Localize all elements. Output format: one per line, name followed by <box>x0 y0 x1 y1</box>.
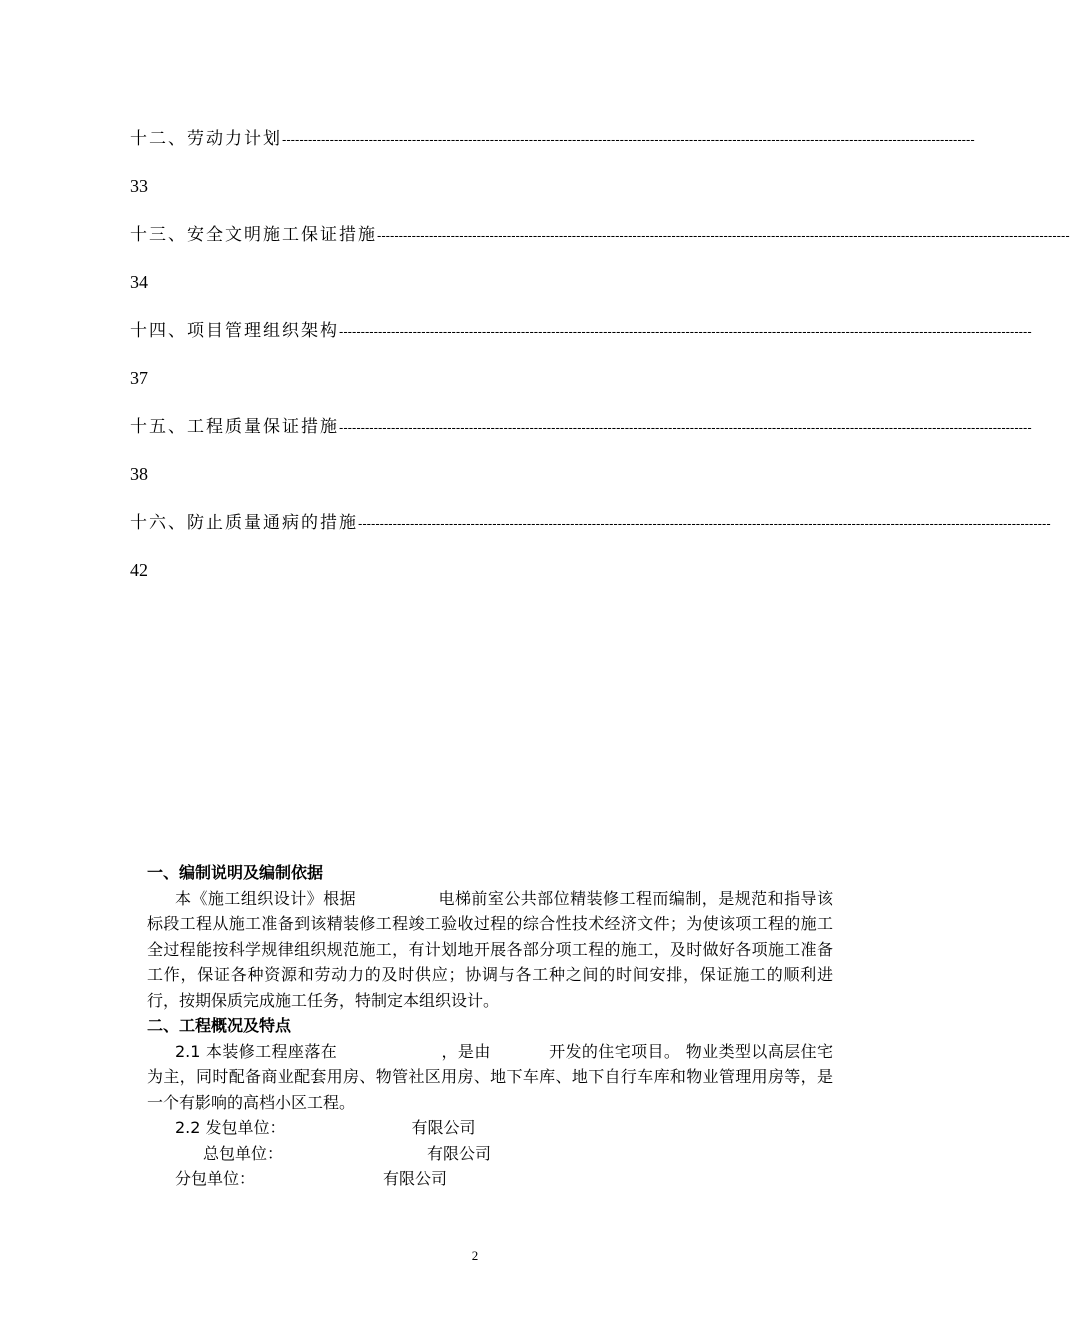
subcontractor-value: 有限公司 <box>383 1169 448 1188</box>
general-contractor-label: 总包单位： <box>203 1143 284 1163</box>
toc-dot-leader: ---------------------------------------------------------------------------------------------------------------------------------------------------------------- <box>339 420 1032 435</box>
paragraph-text: 本《施工组织设计》根据 <box>175 888 357 908</box>
toc-entry[interactable] <box>130 508 1051 604</box>
employer-line <box>147 1115 833 1141</box>
paragraph-text: 电梯前室公共部位精装修工程而编制，是规范和指导该标段工程从施工准备到该精装修工程竣工验收过程的综合性技术经济文件；为使该项工程的施工全过程能按科学规律组织规范施工，有计划地开展各部分项工程的施工，及时做好各项施工准备工作，保证各种资源和劳动力的及时供应；协调与各工种之间的时间安排，保证施工的顺利进行，按期保质完成施工任务，特制定本组织设计。 <box>147 888 833 1010</box>
paragraph-text: ，是由 <box>441 1041 491 1061</box>
toc-entry[interactable] <box>130 124 975 220</box>
toc-entry[interactable] <box>130 220 1070 316</box>
toc-dot-leader: ---------------------------------------------------------------------------------------------------------------------------------------------------------------- <box>358 516 1051 531</box>
section-paragraph <box>147 886 833 1014</box>
general-contractor-line <box>147 1141 833 1167</box>
section-paragraph <box>147 1039 833 1116</box>
general-contractor-value: 有限公司 <box>427 1143 492 1163</box>
toc-entry-title: 十五、工程质量保证措施 <box>130 417 339 437</box>
table-of-contents <box>130 124 1070 604</box>
toc-entry-title: 十三、安全文明施工保证措施 <box>130 225 377 245</box>
toc-entry[interactable] <box>130 316 1032 412</box>
section-heading: 二、工程概况及特点 <box>147 1016 292 1035</box>
toc-entry-title: 十六、防止质量通病的措施 <box>130 513 358 533</box>
toc-entry-page: 42 <box>130 560 148 580</box>
employer-label: 2.2 发包单位： <box>175 1118 286 1137</box>
toc-entry-page: 37 <box>130 368 148 388</box>
subcontractor-label: 分包单位： <box>175 1169 256 1188</box>
document-body <box>147 860 833 1192</box>
paragraph-text: 开发的住宅项目。 物业类型以高层住宅为主，同时配备商业配套用房、物管社区用房、地下车库、地下自行车库和物业管理用房等，是一个有影响的高档小区工程。 <box>147 1041 833 1112</box>
toc-entry-title: 十四、项目管理组织架构 <box>130 321 339 341</box>
page-number: 2 <box>471 1248 479 1263</box>
toc-entry-page: 34 <box>130 272 148 292</box>
paragraph-text: 2.1 本装修工程座落在 <box>175 1041 338 1061</box>
toc-entry-page: 33 <box>130 176 148 196</box>
subcontractor-line <box>147 1166 833 1192</box>
section-heading: 一、编制说明及编制依据 <box>147 863 324 882</box>
toc-entry-title: 十二、劳动力计划 <box>130 129 282 149</box>
employer-value: 有限公司 <box>411 1118 476 1137</box>
toc-entry[interactable] <box>130 412 1032 508</box>
toc-dot-leader: ---------------------------------------------------------------------------------------------------------------------------------------------------------------- <box>282 132 975 147</box>
toc-dot-leader: ---------------------------------------------------------------------------------------------------------------------------------------------------------------- <box>339 324 1032 339</box>
toc-dot-leader: ---------------------------------------------------------------------------------------------------------------------------------------------------------------- <box>377 228 1070 243</box>
toc-entry-page: 38 <box>130 464 148 484</box>
